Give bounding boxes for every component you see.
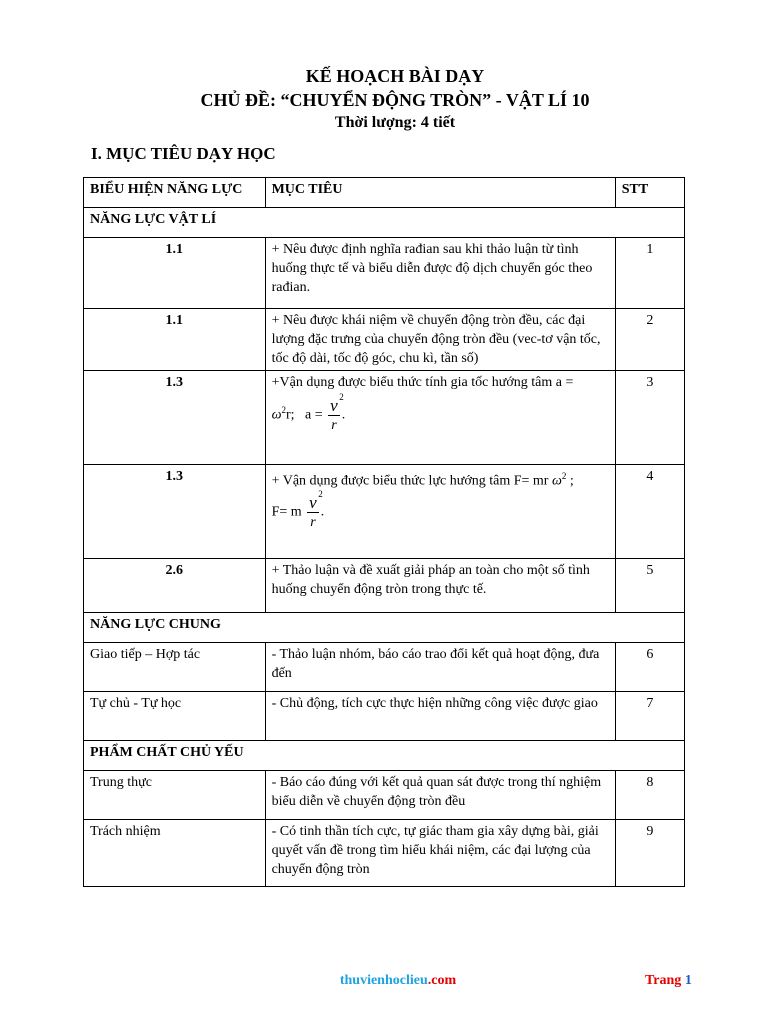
table-row [84, 643, 685, 692]
fraction-denominator: r [310, 514, 316, 530]
force-formula: F= m v 2 r . [271, 488, 325, 530]
omega-symbol: ω [551, 473, 562, 489]
fraction-v2-r: v 2 r [330, 392, 344, 433]
formula-r: r; [285, 407, 295, 423]
row-code: 1.3 [84, 465, 266, 559]
table-row [84, 559, 685, 613]
row-stt: 5 [615, 559, 684, 613]
row-code: 1.1 [84, 309, 266, 371]
row-stt: 7 [615, 692, 684, 741]
row-objective [265, 371, 615, 465]
row-code: Trung thực [84, 771, 266, 820]
row-stt: 1 [615, 238, 684, 309]
row-objective: - Thảo luận nhóm, báo cáo trao đổi kết quả hoạt động, đưa đến [265, 643, 615, 692]
row-stt: 3 [615, 371, 684, 465]
row-objective: - Báo cáo đúng với kết quả quan sát được trong thí nghiệm biểu diễn về chuyển động tròn đều [265, 771, 615, 820]
header-objective: MỤC TIÊU [265, 178, 615, 208]
table-row [84, 820, 685, 887]
group-row-physics [84, 208, 685, 238]
group-label: PHẨM CHẤT CHỦ YẾU [84, 741, 685, 771]
fraction-numerator: v [309, 492, 317, 512]
fraction-denominator: r [331, 418, 337, 433]
table-row [84, 309, 685, 371]
row-code: 1.1 [84, 238, 266, 309]
fraction-numerator: v [330, 396, 338, 415]
row-objective: + Thảo luận và đề xuất giải pháp an toàn cho một số tình huống chuyển động tròn trong thực tế. [265, 559, 615, 613]
row-objective: + Nêu được khái niệm về chuyển động tròn đều, các đại lượng đặc trưng của chuyển động tròn đều (vec-tơ vận tốc, tốc độ dài, tốc độ góc, chu kì, tần số) [265, 309, 615, 371]
table-row [84, 238, 685, 309]
row-objective [265, 465, 615, 559]
row-stt: 9 [615, 820, 684, 887]
page-number: 1 [684, 973, 692, 988]
document-subject: CHỦ ĐỀ: “CHUYỂN ĐỘNG TRÒN” - VẬT LÍ 10 [200, 90, 590, 110]
row-stt: 4 [615, 465, 684, 559]
row-code: Giao tiếp – Hợp tác [84, 643, 266, 692]
row-stt: 6 [615, 643, 684, 692]
footer-site-domain: .com [427, 973, 457, 988]
section-heading: I. MỤC TIÊU DẠY HỌC [91, 144, 276, 163]
table-row [84, 465, 685, 559]
footer-page-number [645, 973, 692, 989]
row-stt: 2 [615, 309, 684, 371]
formula-a: a = [305, 407, 323, 423]
row-objective: + Nêu được định nghĩa rađian sau khi thảo luận từ tình huống thực tế và biểu diễn được độ dịch chuyển góc theo rađian. [265, 238, 615, 309]
group-row-qualities [84, 741, 685, 771]
row-stt: 8 [615, 771, 684, 820]
group-label: NĂNG LỰC VẬT LÍ [84, 208, 685, 238]
page-label: Trang [645, 973, 685, 988]
group-label: NĂNG LỰC CHUNG [84, 613, 685, 643]
row-objective-text: +Vận dụng được biểu thức tính gia tốc hướng tâm a = [271, 375, 574, 390]
group-row-general [84, 613, 685, 643]
footer-site-name: thuvienhoclieu [339, 973, 428, 988]
document-title: KẾ HOẠCH BÀI DẠY [305, 66, 485, 86]
table-row [84, 771, 685, 820]
row-code: 2.6 [84, 559, 266, 613]
table-header-row [84, 178, 685, 208]
table-row [84, 371, 685, 465]
fraction-v2-r: v 2 r [309, 488, 323, 530]
row-objective: - Chủ động, tích cực thực hiện những công việc được giao [265, 692, 615, 741]
row-code: 1.3 [84, 371, 266, 465]
row-objective: - Có tinh thần tích cực, tự giác tham gia xây dựng bài, giải quyết vấn đề trong tìm hiểu khái niệm, các đại lượng của chuyển động tròn [265, 820, 615, 887]
row-code: Tự chủ - Tự học [84, 692, 266, 741]
formula-F: F= m [271, 504, 302, 520]
objectives-table [83, 177, 685, 887]
omega-symbol: ω [271, 407, 282, 423]
document-duration: Thời lượng: 4 tiết [334, 114, 456, 131]
row-objective-text: + Vận dụng được biểu thức lực hướng tâm F= mr $\omega^2$ ; [271, 471, 574, 489]
document-header [0, 64, 768, 134]
header-stt: STT [615, 178, 684, 208]
row-code: Trách nhiệm [84, 820, 266, 887]
table-row [84, 692, 685, 741]
acceleration-formula: $\omega^2r$; a = v 2 r . [271, 392, 346, 433]
header-competency: BIỂU HIỆN NĂNG LỰC [84, 178, 266, 208]
